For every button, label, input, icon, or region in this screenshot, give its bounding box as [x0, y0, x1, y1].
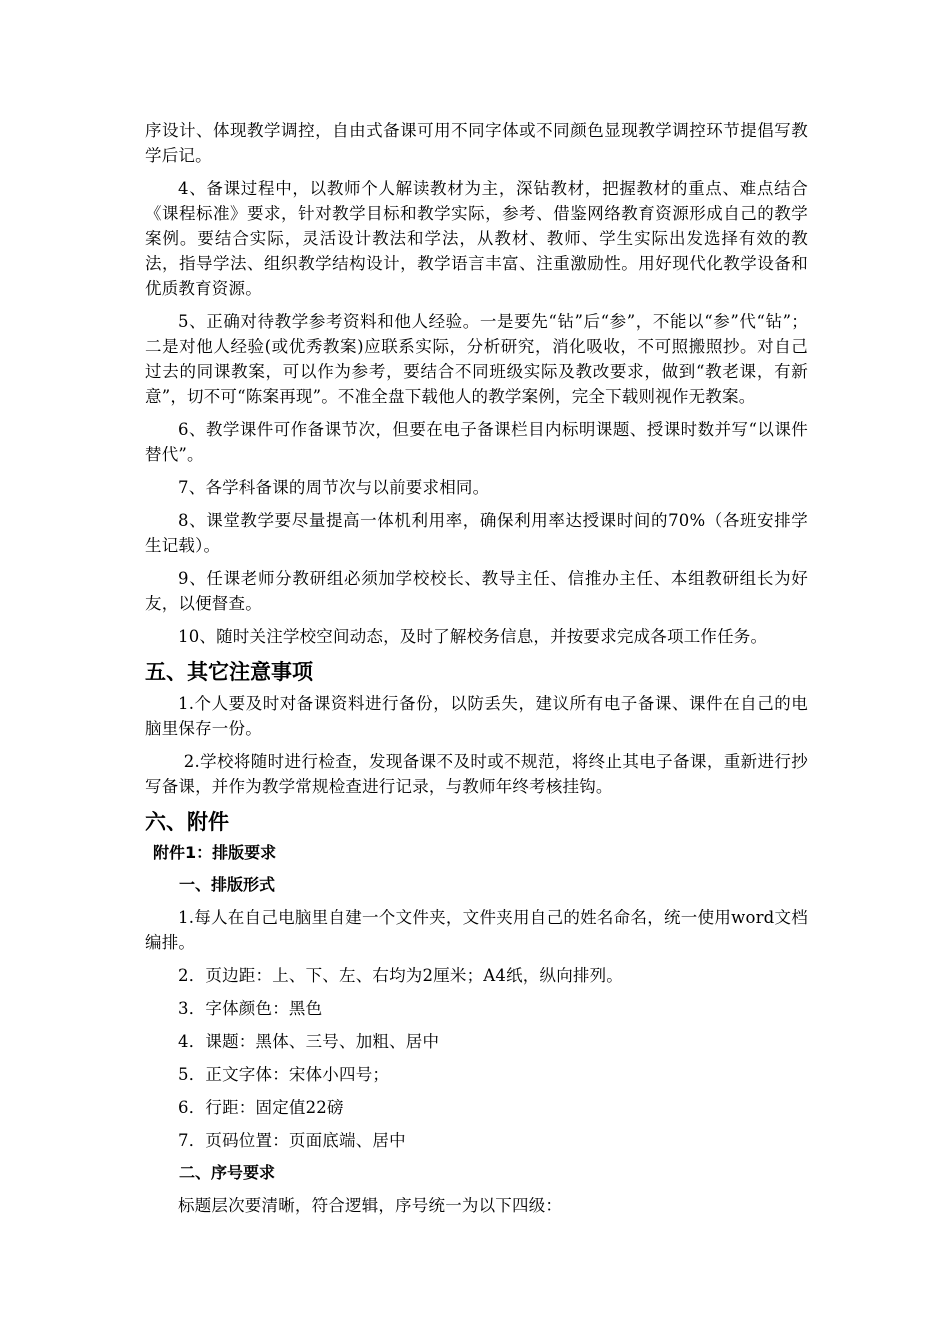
layout-item-3: 3．字体颜色：黑色: [178, 999, 323, 1018]
layout-item-4: 4．课题：黑体、三号、加粗、居中: [178, 1032, 440, 1051]
section5-item-1: 1.个人要及时对备课资料进行备份，以防丢失，建议所有电子备课、课件在自己的电脑里保存一份。: [145, 694, 808, 738]
annex-1-title: 附件1：排版要求: [153, 843, 277, 862]
paragraph-item-10: 10、随时关注学校空间动态，及时了解校务信息，并按要求完成各项工作任务。: [178, 627, 768, 646]
paragraph-item-7: 7、各学科备课的周节次与以前要求相同。: [178, 478, 490, 497]
paragraph-item-5: 5、正确对待教学参考资料和他人经验。一是要先“钻”后“参”，不能以“参”代“钻”；二是对他人经验(或优秀教案)应联系实际，分析研究，消化吸收，不可照搬照抄。对自己过去的同课教案，可以作为参考，要结合不同班级实际及教改要求，做到“教老课，有新意”，切不可“陈案再现”。不准全盘下载他人的教学案例，完全下载则视作无教案。: [145, 312, 808, 406]
subheading-numbering: 二、序号要求: [179, 1163, 276, 1182]
paragraph-item-9: 9、任课老师分教研组必须加学校校长、教导主任、信推办主任、本组教研组长为好友，以便督查。: [145, 569, 808, 613]
layout-item-6: 6．行距：固定值22磅: [178, 1098, 344, 1117]
paragraph-item-6: 6、教学课件可作备课节次，但要在电子备课栏目内标明课题、授课时数并写“以课件替代”。: [145, 420, 808, 464]
section5-item-2: 2.学校将随时进行检查，发现备课不及时或不规范，将终止其电子备课，重新进行抄写备课，并作为教学常规检查进行记录，与教师年终考核挂钩。: [145, 752, 808, 796]
layout-item-7: 7．页码位置：页面底端、居中: [178, 1131, 406, 1150]
layout-item-1: 1.每人在自己电脑里自建一个文件夹，文件夹用自己的姓名命名，统一使用word文档编排。: [145, 908, 808, 952]
paragraph-item-4: 4、备课过程中，以教师个人解读教材为主，深钻教材，把握教材的重点、难点结合《课程标准》要求，针对教学目标和教学实际，参考、借鉴网络教育资源形成自己的教学案例。要结合实际，灵活设计教法和学法，从教材、教师、学生实际出发选择有效的教法，指导学法、组织教学结构设计，教学语言丰富、注重激励性。用好现代化教学设备和优质教育资源。: [145, 179, 808, 298]
section-heading-6: 六、附件: [145, 810, 229, 834]
numbering-intro: 标题层次要清晰，符合逻辑，序号统一为以下四级：: [178, 1196, 563, 1215]
layout-item-2: 2．页边距：上、下、左、右均为2厘米；A4纸，纵向排列。: [178, 966, 624, 985]
document-page: [145, 118, 808, 1226]
subheading-layout-form: 一、排版形式: [179, 875, 276, 894]
paragraph-continuation: 序设计、体现教学调控，自由式备课可用不同字体或不同颜色显现教学调控环节提倡写教学后记。: [145, 121, 808, 165]
paragraph-item-8: 8、课堂教学要尽量提高一体机利用率，确保利用率达授课时间的70%（各班安排学生记载）。: [145, 511, 808, 555]
section-heading-5: 五、其它注意事项: [145, 660, 313, 684]
layout-item-5: 5．正文字体：宋体小四号；: [178, 1065, 390, 1084]
